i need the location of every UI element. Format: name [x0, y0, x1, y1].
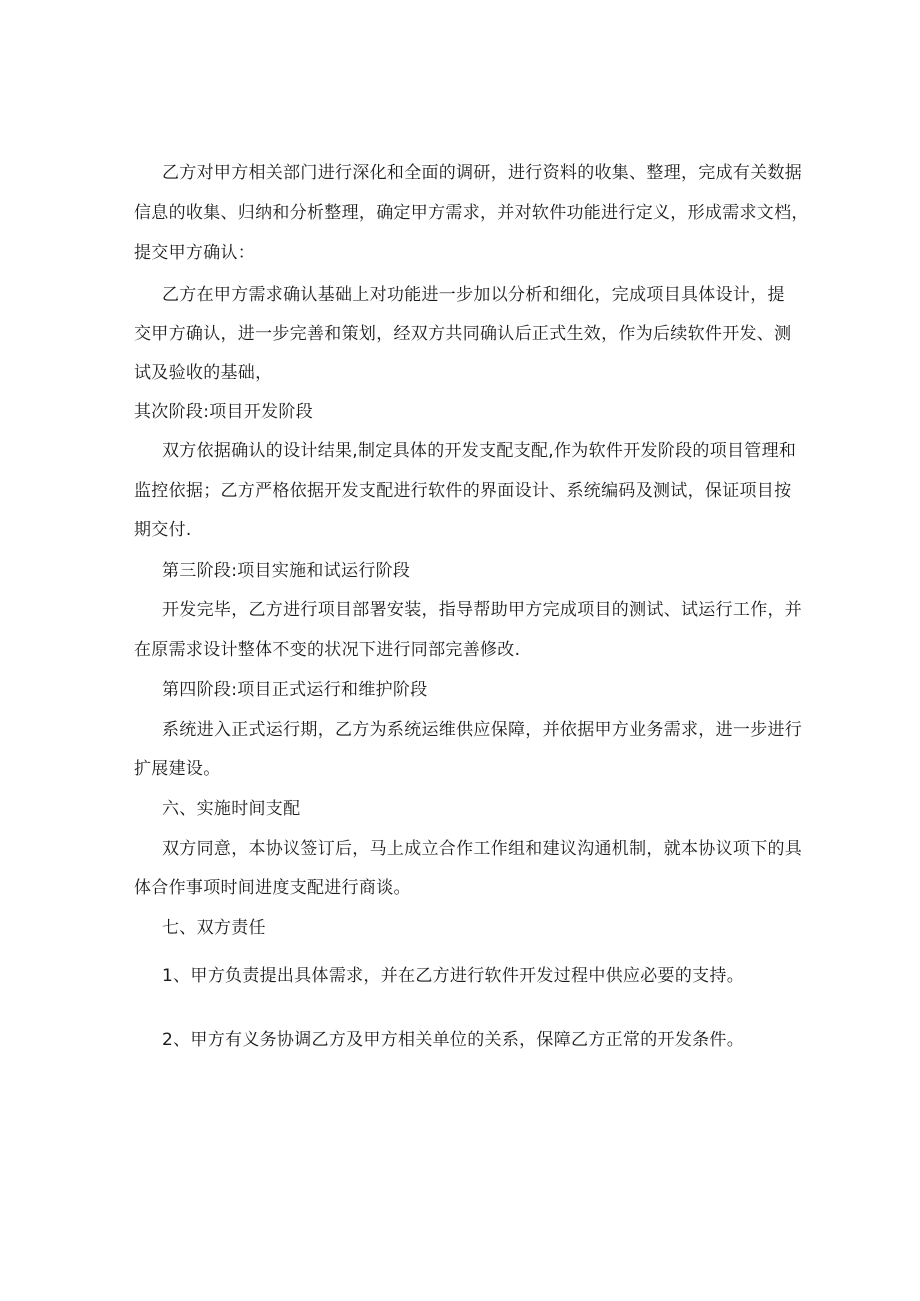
paragraph-line: 交甲方确认，进一步完善和策划，经双方共同确认后正式生效，作为后续软件开发、测	[134, 324, 792, 344]
paragraph-line: 扩展建设。	[134, 759, 221, 779]
section-heading: 第四阶段:项目正式运行和维护阶段	[162, 680, 428, 700]
paragraph-line: 期交付.	[134, 520, 192, 540]
section-heading: 第三阶段:项目实施和试运行阶段	[162, 561, 411, 581]
paragraph-line: 监控依据；乙方严格依据开发支配进行软件的界面设计、系统编码及测试，保证项目按	[134, 481, 792, 501]
paragraph-line: 双方依据确认的设计结果,制定具体的开发支配支配,作为软件开发阶段的项目管理和	[162, 441, 797, 461]
paragraph-line: 信息的收集、归纳和分析整理，确定甲方需求，并对软件功能进行定义，形成需求文档，	[134, 203, 809, 223]
paragraph-line: 系统进入正式运行期，乙方为系统运维供应保障，并依据甲方业务需求，进一步进行	[162, 720, 803, 740]
paragraph-line: 乙方对甲方相关部门进行深化和全面的调研，进行资料的收集、整理，完成有关数据	[162, 163, 803, 183]
list-item: 2、甲方有义务协调乙方及甲方相关单位的关系，保障乙方正常的开发条件。	[162, 1030, 745, 1050]
paragraph-line: 开发完毕，乙方进行项目部署安装，指导帮助甲方完成项目的测试、试运行工作，并	[162, 600, 803, 620]
section-heading: 其次阶段:项目开发阶段	[134, 402, 314, 422]
list-item: 1、甲方负责提出具体需求，并在乙方进行软件开发过程中供应必要的支持。	[162, 966, 745, 986]
section-heading: 七、双方责任	[162, 918, 266, 938]
paragraph-line: 双方同意，本协议签订后，马上成立合作工作组和建议沟通机制，就本协议项下的具	[162, 839, 803, 859]
paragraph-line: 乙方在甲方需求确认基础上对功能进一步加以分析和细化，完成项目具体设计，提	[162, 285, 785, 305]
paragraph-line: 提交甲方确认：	[134, 243, 256, 263]
paragraph-line: 体合作事项时间进度支配进行商谈。	[134, 878, 411, 898]
paragraph-line: 在原需求设计整体不变的状况下进行同部完善修改.	[134, 640, 521, 660]
section-heading: 六、实施时间支配	[162, 799, 301, 819]
paragraph-line: 试及验收的基础，	[134, 363, 273, 383]
